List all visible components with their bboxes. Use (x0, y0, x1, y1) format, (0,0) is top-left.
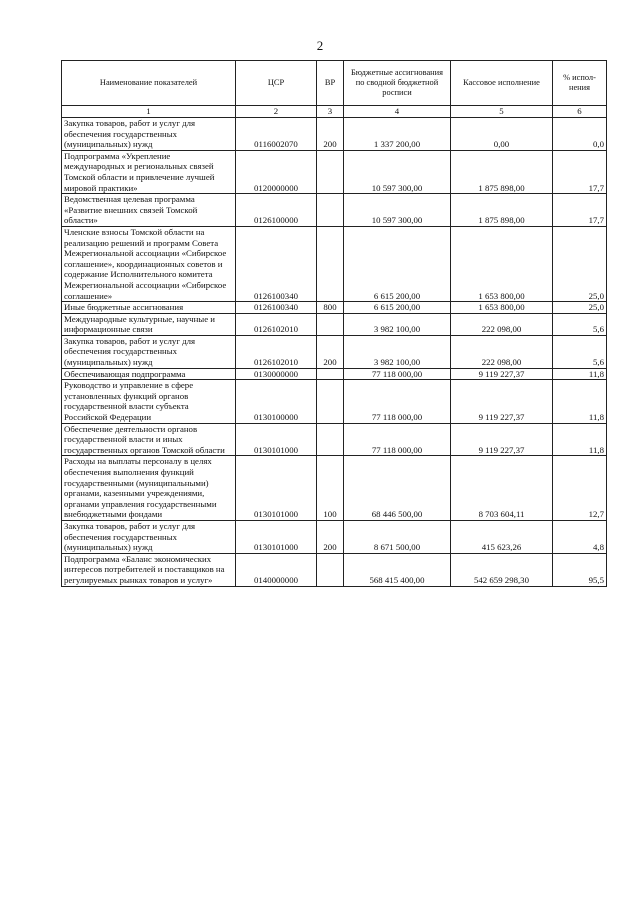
column-number: 2 (236, 106, 317, 118)
cell-execution: 0,00 (451, 118, 553, 151)
cell-vr: 200 (317, 520, 344, 553)
cell-budget: 8 671 500,00 (344, 520, 451, 553)
cell-budget: 6 615 200,00 (344, 226, 451, 301)
column-number: 4 (344, 106, 451, 118)
cell-execution: 1 653 800,00 (451, 302, 553, 314)
cell-budget: 568 415 400,00 (344, 553, 451, 586)
table-body (62, 118, 607, 587)
cell-csr: 0120000000 (236, 150, 317, 193)
header-budget-allocations: Бюджетные ассигнования по сводной бюджетной росписи (344, 61, 451, 106)
cell-indicator-name: Подпрограмма «Укрепление международных и региональных связей Томской области и привлечение лучшей мировой практики» (62, 150, 236, 193)
cell-indicator-name: Закупка товаров, работ и услуг для обеспечения государственных (муниципальных) нужд (62, 118, 236, 151)
cell-csr: 0130101000 (236, 423, 317, 456)
cell-vr (317, 194, 344, 227)
cell-indicator-name: Обеспечивающая подпрограмма (62, 368, 236, 380)
cell-vr (317, 553, 344, 586)
cell-vr: 200 (317, 118, 344, 151)
header-cash-execution: Кассовое исполнение (451, 61, 553, 106)
cell-percent: 95,5 (553, 553, 607, 586)
cell-vr (317, 150, 344, 193)
cell-csr: 0140000000 (236, 553, 317, 586)
cell-percent: 5,6 (553, 335, 607, 368)
cell-execution: 1 875 898,00 (451, 150, 553, 193)
cell-execution: 1 875 898,00 (451, 194, 553, 227)
cell-indicator-name: Обеспечение деятельности органов государственной власти и иных государственных органов Томской области (62, 423, 236, 456)
cell-percent: 5,6 (553, 313, 607, 335)
cell-vr (317, 313, 344, 335)
table-row (62, 380, 607, 423)
cell-budget: 77 118 000,00 (344, 423, 451, 456)
table-row (62, 118, 607, 151)
cell-execution: 542 659 298,30 (451, 553, 553, 586)
cell-execution: 222 098,00 (451, 313, 553, 335)
cell-percent: 11,8 (553, 368, 607, 380)
cell-percent: 4,8 (553, 520, 607, 553)
column-number: 1 (62, 106, 236, 118)
cell-budget: 77 118 000,00 (344, 380, 451, 423)
column-number: 5 (451, 106, 553, 118)
cell-indicator-name: Международные культурные, научные и информационные связи (62, 313, 236, 335)
cell-indicator-name: Расходы на выплаты персоналу в целях обеспечения выполнения функций государственными (муниципальными) органами, казенными учреждениями, органами управления государственными внебюджетными фондами (62, 456, 236, 521)
cell-percent: 11,8 (553, 380, 607, 423)
table-row (62, 226, 607, 301)
table-header-row (62, 61, 607, 106)
cell-budget: 77 118 000,00 (344, 368, 451, 380)
cell-csr: 0130101000 (236, 520, 317, 553)
cell-percent: 12,7 (553, 456, 607, 521)
budget-execution-table (61, 60, 607, 587)
cell-execution: 1 653 800,00 (451, 226, 553, 301)
column-number: 3 (317, 106, 344, 118)
cell-budget: 68 446 500,00 (344, 456, 451, 521)
cell-budget: 3 982 100,00 (344, 335, 451, 368)
cell-budget: 10 597 300,00 (344, 194, 451, 227)
cell-budget: 6 615 200,00 (344, 302, 451, 314)
cell-execution: 9 119 227,37 (451, 368, 553, 380)
table-row (62, 313, 607, 335)
cell-vr (317, 368, 344, 380)
cell-execution: 415 623,26 (451, 520, 553, 553)
cell-vr (317, 423, 344, 456)
cell-execution: 222 098,00 (451, 335, 553, 368)
cell-indicator-name: Закупка товаров, работ и услуг для обеспечения государственных (муниципальных) нужд (62, 335, 236, 368)
cell-vr (317, 226, 344, 301)
cell-csr: 0126100340 (236, 226, 317, 301)
cell-vr: 800 (317, 302, 344, 314)
cell-indicator-name: Иные бюджетные ассигнования (62, 302, 236, 314)
cell-indicator-name: Членские взносы Томской области на реализацию решений и программ Совета Межрегиональной ассоциации «Сибирское соглашение», координационных советов и содержание Исполнительного комитета Межрегиональной ассоциации «Сибирское соглашение» (62, 226, 236, 301)
cell-percent: 25,0 (553, 226, 607, 301)
cell-execution: 8 703 604,11 (451, 456, 553, 521)
table-row (62, 456, 607, 521)
cell-indicator-name: Подпрограмма «Баланс экономических интересов потребителей и поставщиков на регулируемых рынках товаров и услуг» (62, 553, 236, 586)
cell-indicator-name: Закупка товаров, работ и услуг для обеспечения государственных (муниципальных) нужд (62, 520, 236, 553)
cell-csr: 0126100000 (236, 194, 317, 227)
cell-execution: 9 119 227,37 (451, 423, 553, 456)
table-row (62, 150, 607, 193)
cell-csr: 0130100000 (236, 380, 317, 423)
cell-csr: 0126102010 (236, 335, 317, 368)
cell-percent: 25,0 (553, 302, 607, 314)
header-csr: ЦСР (236, 61, 317, 106)
cell-csr: 0116002070 (236, 118, 317, 151)
cell-indicator-name: Руководство и управление в сфере установленных функций органов государственной власти субъекта Российской Федерации (62, 380, 236, 423)
cell-percent: 17,7 (553, 194, 607, 227)
cell-csr: 0130101000 (236, 456, 317, 521)
table-row (62, 553, 607, 586)
cell-vr: 100 (317, 456, 344, 521)
table-row (62, 520, 607, 553)
cell-vr (317, 380, 344, 423)
cell-execution: 9 119 227,37 (451, 380, 553, 423)
cell-indicator-name: Ведомственная целевая программа «Развитие внешних связей Томской области» (62, 194, 236, 227)
cell-csr: 0126102010 (236, 313, 317, 335)
cell-csr: 0130000000 (236, 368, 317, 380)
cell-percent: 11,8 (553, 423, 607, 456)
header-indicator-name: Наименование показателей (62, 61, 236, 106)
table-row (62, 335, 607, 368)
cell-budget: 1 337 200,00 (344, 118, 451, 151)
cell-percent: 17,7 (553, 150, 607, 193)
cell-percent: 0,0 (553, 118, 607, 151)
table-row (62, 302, 607, 314)
header-vr: ВР (317, 61, 344, 106)
cell-budget: 10 597 300,00 (344, 150, 451, 193)
table-row (62, 368, 607, 380)
cell-vr: 200 (317, 335, 344, 368)
page-number: 2 (316, 38, 324, 53)
column-number-row (62, 106, 607, 118)
table-row (62, 423, 607, 456)
table-row (62, 194, 607, 227)
column-number: 6 (553, 106, 607, 118)
header-execution-percent: % испол-нения (553, 61, 607, 106)
cell-budget: 3 982 100,00 (344, 313, 451, 335)
cell-csr: 0126100340 (236, 302, 317, 314)
